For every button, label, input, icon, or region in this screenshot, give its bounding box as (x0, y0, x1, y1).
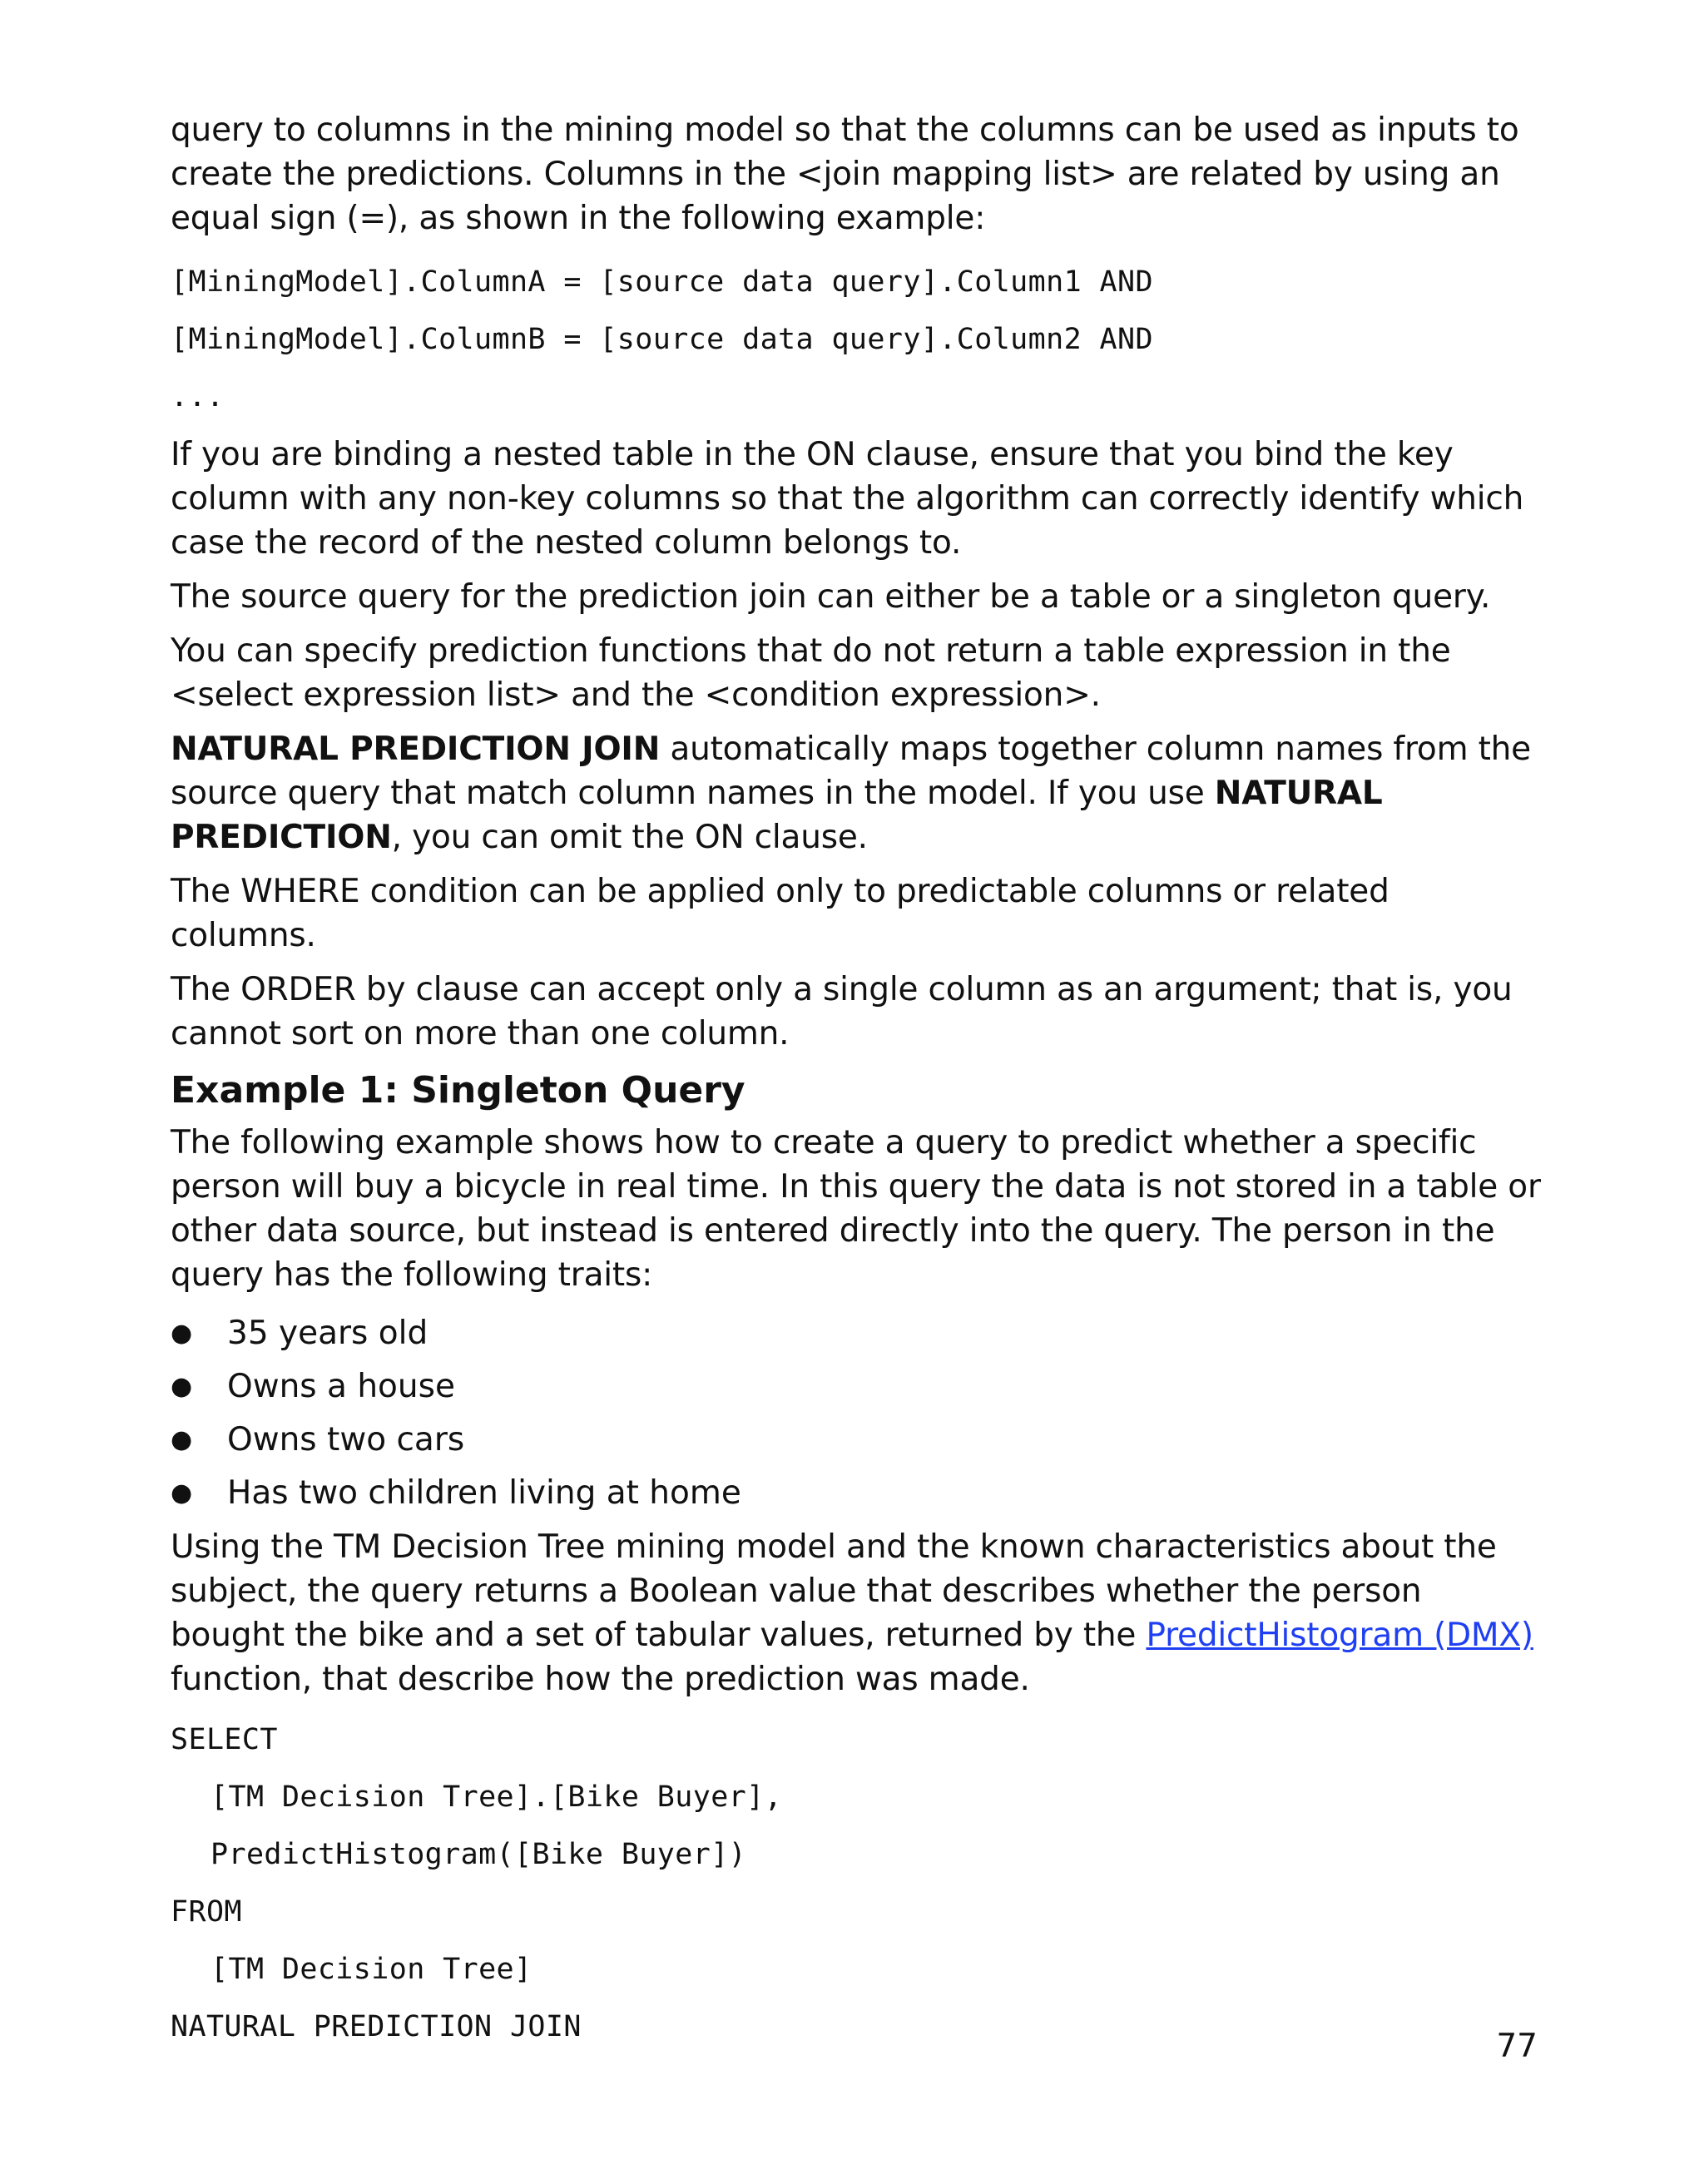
code-block-join-mapping (171, 254, 1543, 426)
predicthistogram-link[interactable]: PredictHistogram (DMX) (1146, 1617, 1533, 1654)
paragraph-text: , you can omit the ON clause. (391, 819, 868, 856)
bullet-icon: ● (171, 1319, 193, 1348)
traits-list (171, 1307, 1543, 1520)
code-line: [MiningModel].ColumnA = [source data query].Column1 AND (171, 265, 1153, 299)
paragraph-text: automatically maps together column names from the source query that match column names in the model. If you use (171, 730, 1531, 812)
code-line: NATURAL PREDICTION JOIN (171, 2010, 582, 2043)
list-item (171, 1467, 1543, 1520)
paragraph-natural-prediction-join (171, 727, 1543, 859)
bold-term: NATURAL PREDICTION JOIN (171, 730, 661, 768)
list-item-text: 35 years old (227, 1315, 428, 1352)
code-line: [MiningModel].ColumnB = [source data query].Column2 AND (171, 323, 1153, 356)
code-line: FROM (171, 1895, 242, 1929)
code-line: PredictHistogram([Bike Buyer]) (211, 1838, 747, 1871)
code-line: [TM Decision Tree].[Bike Buyer], (211, 1780, 783, 1814)
bold-term: NATURAL PREDICTION (171, 775, 1383, 856)
paragraph-join-mapping: query to columns in the mining model so that the columns can be used as inputs to create the predictions. Columns in the <join mapping list> are related by using an equal sign (=), as shown in the following example: (171, 111, 1519, 237)
bullet-icon: ● (171, 1372, 193, 1401)
section-heading: Example 1: Singleton Query (171, 1069, 746, 1112)
list-item-text: Owns two cars (227, 1421, 465, 1458)
paragraph-example-intro: The following example shows how to create a query to predict whether a specific person will buy a bicycle in real time. In this query the data is not stored in a table or other data source, but instead is entered directly into the query. The person in the query has the following traits: (171, 1124, 1541, 1294)
paragraph-prediction-functions: You can specify prediction functions that do not return a table expression in the <select expression list> and the <condition expression>. (171, 632, 1451, 714)
list-item-text: Owns a house (227, 1368, 455, 1405)
document-page (171, 108, 1543, 2056)
paragraph-source-query: The source query for the prediction join can either be a table or a singleton query. (171, 578, 1491, 616)
code-block-query (171, 1711, 1543, 2056)
list-item (171, 1414, 1543, 1467)
list-item-text: Has two children living at home (227, 1474, 741, 1512)
paragraph-text: function, that describe how the prediction was made. (171, 1661, 1030, 1698)
bullet-icon: ● (171, 1478, 193, 1508)
list-item (171, 1307, 1543, 1360)
page-number: 77 (1496, 2028, 1538, 2065)
code-line: [TM Decision Tree] (211, 1953, 532, 1986)
paragraph-text: Using the TM Decision Tree mining model and the known characteristics about the subject, the query returns a Boolean value that describes whether the person bought the bike and a set of tabular values, returned by the (171, 1528, 1497, 1654)
paragraph-where-condition: The WHERE condition can be applied only to predictable columns or related columns. (171, 873, 1389, 954)
list-item (171, 1360, 1543, 1414)
code-line: SELECT (171, 1723, 278, 1756)
code-line: ... (171, 380, 225, 414)
paragraph-order-by: The ORDER by clause can accept only a single column as an argument; that is, you cannot sort on more than one column. (171, 971, 1513, 1052)
bullet-icon: ● (171, 1425, 193, 1454)
paragraph-example-result (171, 1525, 1543, 1701)
paragraph-nested-table: If you are binding a nested table in the ON clause, ensure that you bind the key column with any non-key columns so that the algorithm can correctly identify which case the record of the nested column belongs to. (171, 436, 1524, 562)
